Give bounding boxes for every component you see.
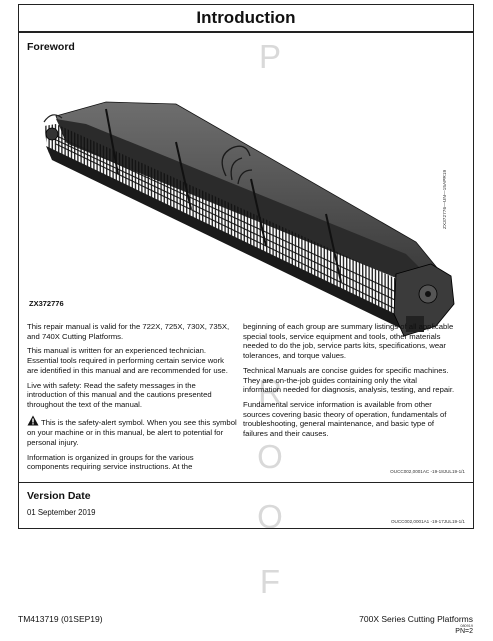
version-heading: Version Date (27, 490, 91, 502)
footer-manual-title: 700X Series Cutting Platforms (359, 614, 473, 624)
cutting-platform-figure (26, 64, 469, 342)
foreword-paragraph: Live with safety: Read the safety messages in the introduction of this manual and the cautions presented throughout the text of the manual. (27, 380, 212, 409)
foreword-ref-code: OUCC002,0001AC -19-18JUL19-1/1 (390, 469, 465, 474)
figure-label: ZX372776 (29, 299, 64, 308)
cutting-platform-illustration (26, 64, 469, 342)
foreword-paragraph: Information is organized in groups for the various components requiring service instructions. At the (27, 452, 194, 472)
watermark-letter: O (257, 498, 283, 535)
safety-alert-text: This is the safety-alert symbol. When you see this symbol on your machine or in this manual, be alert to potential for personal injury. (27, 417, 237, 448)
figure-side-code: ZX372776—UN—15APR19 (443, 169, 448, 229)
foreword-paragraph: beginning of each group are summary listings of all applicable special tools, service equipment and tools, other materials needed to do the job, service parts kits, specifications, wear tolerances, and torque values. (243, 322, 454, 361)
footer-page-number: PN=2 (455, 628, 473, 635)
foreword-paragraph: Technical Manuals are concise guides for specific machines. They are on-the-job guides containing only the vital information needed for diagnosis, analysis, testing, and repair. (243, 365, 455, 395)
page-title: Introduction (196, 8, 296, 27)
watermark-letter: O (257, 438, 283, 475)
watermark-letter: F (259, 563, 281, 600)
foreword-paragraph: Fundamental service information is available from other sources covering basic theory of operation, fundamentals of troubleshooting, general maintenance, and basic type of failures and their causes. (243, 399, 447, 439)
footer-print-code: 080919 (460, 624, 473, 628)
foreword-left-column (27, 322, 237, 477)
foreword-paragraph: This manual is written for an experienced technician. Essential tools required in performing certain service work are identified in this manual and are recommended for use. (27, 346, 228, 375)
watermark-letter: R (258, 373, 282, 410)
foreword-heading: Foreword (27, 41, 75, 53)
footer-manual-id: TM413719 (01SEP19) (18, 614, 103, 624)
watermark-letter: P (258, 38, 281, 75)
foreword-right-column (243, 322, 457, 444)
safety-alert-icon (27, 415, 39, 429)
foreword-paragraph: This repair manual is valid for the 722X, 725X, 730X, 735X, and 740X Cutting Platforms. (27, 322, 230, 341)
version-date-value: 01 September 2019 (27, 508, 96, 517)
page-title-bar (18, 4, 474, 32)
version-date-section (18, 482, 474, 529)
safety-alert-paragraph (27, 415, 237, 448)
version-ref-code: OUCC002,0001A1 -19-17JUL19-1/1 (390, 519, 465, 524)
foreword-section (18, 32, 474, 483)
